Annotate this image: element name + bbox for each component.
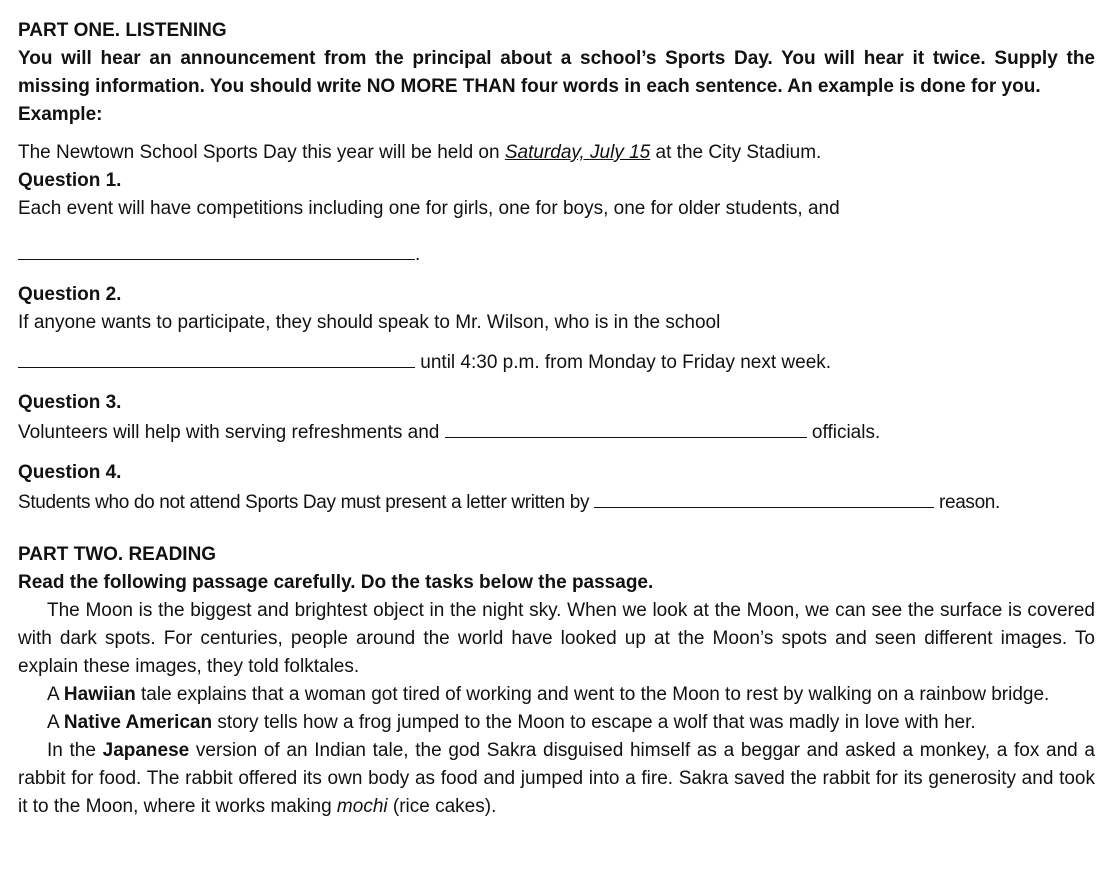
p2-before: A: [47, 684, 64, 705]
passage-paragraph-3: [18, 709, 1095, 737]
answer-blank-2[interactable]: [18, 347, 415, 368]
example-label: Example:: [18, 104, 103, 125]
example-sentence: [18, 139, 1095, 167]
question-2-text: If anyone wants to participate, they should speak to Mr. Wilson, who is in the school: [18, 312, 721, 333]
example-answer: Saturday, July 15: [504, 142, 651, 163]
part-one-instructions: You will hear an announcement from the principal about a school’s Sports Day. You will hear it twice. Supply the missing information. You should write NO MORE THAN four words in each sentence. An example is done for you.: [18, 48, 1095, 97]
p2-after: tale explains that a woman got tired of working and went to the Moon to rest by walking on a rainbow bridge.: [135, 684, 1050, 705]
question-1-answer-line: [18, 239, 1095, 269]
question-3-text: [18, 417, 1095, 447]
passage-paragraph-1: The Moon is the biggest and brightest object in the night sky. When we look at the Moon, we can see the surface is covered with dark spots. For centuries, people around the world have looked up at the Moon’s spots and seen different images. To explain these images, they told folktales.: [18, 600, 1095, 677]
p3-before: A: [47, 712, 64, 733]
question-2-label: Question 2.: [18, 284, 122, 305]
question-1-label: Question 1.: [18, 170, 122, 191]
p3-after: story tells how a frog jumped to the Moon to escape a wolf that was madly in love with her.: [212, 712, 976, 733]
example-text-before: The Newtown School Sports Day this year will be held on: [18, 142, 505, 163]
question-1-blank-suffix: .: [415, 244, 421, 265]
part-two-title: PART TWO. READING: [18, 544, 217, 565]
question-1-text: Each event will have competitions including one for girls, one for boys, one for older students, and: [18, 198, 840, 219]
part-one-title: PART ONE. LISTENING: [18, 20, 227, 41]
answer-blank-3[interactable]: [445, 417, 807, 438]
question-4-text: [18, 487, 1095, 517]
question-3-label: Question 3.: [18, 392, 122, 413]
part-two-instructions: Read the following passage carefully. Do the tasks below the passage.: [18, 572, 654, 593]
question-4-before-blank: Students who do not attend Sports Day must present a letter written by: [18, 492, 595, 513]
passage-paragraph-2: [18, 681, 1095, 709]
answer-blank-1[interactable]: [18, 239, 415, 260]
p4-before: In the: [47, 740, 103, 761]
p2-bold-hawiian: Hawiian: [63, 684, 136, 705]
example-text-after: at the City Stadium.: [650, 142, 822, 163]
question-3-before-blank: Volunteers will help with serving refreshments and: [18, 422, 445, 443]
p4-bold-japanese: Japanese: [102, 740, 190, 761]
p4-middle: version of an Indian tale, the god Sakra disguised himself as a beggar and asked a monkey, a fox and a rabbit for food. The rabbit offered its own body as food and jumped into a fire. Sakra saved the rabbit for its generosity and took it to the Moon, where it works making: [18, 740, 1095, 817]
answer-blank-4[interactable]: [594, 487, 934, 508]
passage-paragraph-4: [18, 737, 1095, 821]
p4-italic-mochi: mochi: [336, 796, 388, 817]
p3-bold-native-american: Native American: [63, 712, 213, 733]
question-2-after-blank: until 4:30 p.m. from Monday to Friday next week.: [415, 352, 832, 373]
question-4-after-blank: reason.: [934, 492, 1000, 513]
question-2-answer-line: [18, 347, 1095, 377]
question-3-after-blank: officials.: [806, 422, 881, 443]
question-4-label: Question 4.: [18, 462, 122, 483]
p4-after: (rice cakes).: [387, 796, 497, 817]
